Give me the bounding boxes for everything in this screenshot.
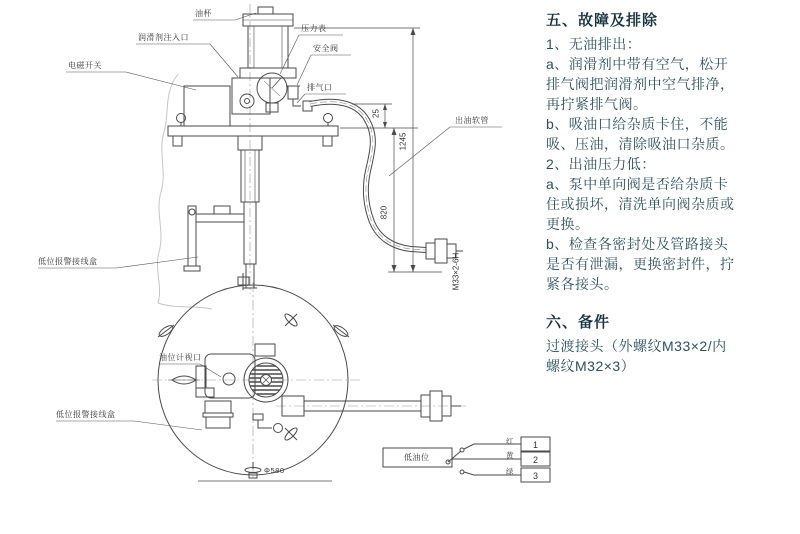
pressure-gauge-label: 压力表 [301,24,327,33]
pump-front-view [38,4,502,294]
level-switch-bracket [184,206,244,271]
tank-outline [157,74,212,309]
solenoid-switch-box [184,86,230,126]
sight-glass [168,376,200,384]
text-line: 更换。 [546,216,590,232]
text-line: 再拧紧排气阀。 [546,96,648,112]
text-line: 2、出油压力低： [546,156,656,172]
pump-head [232,78,278,114]
dim-820-label: 820 [379,205,389,220]
outlet-hose-label: 出油软管 [455,116,489,125]
pump-top-view [56,273,468,481]
wing-bolt-icon [283,312,299,328]
text-line: b、检查各密封处及管路接头 [546,236,729,252]
solenoid-switch-label: 电磁开关 [68,61,102,70]
oil-cup-label: 油杯 [195,9,212,18]
text-line: 紧各接头。 [546,276,619,292]
oil-level-window-label: 油位计视口 [159,353,202,362]
switch-symbol [446,448,464,474]
exhaust-port-label: 排气口 [307,83,333,92]
motor [240,14,296,78]
dim-25-label: 25 [371,109,381,118]
text-line: 吸、压油，清除吸油口杂质。 [546,136,735,152]
text-line: 是否有泄漏，更换密封件，拧 [546,256,735,272]
section5-title: 五、故障及排除 [546,12,659,29]
outlet-hose [310,102,426,250]
text-line: a、润滑剂中带有空气，松开 [546,56,729,72]
alarm-junction-box-label-front: 低位报警接线盒 [38,257,98,266]
terminal-1: 1 [532,440,538,450]
section6-lines [546,336,794,376]
top-clamp [238,273,249,290]
text-line: b、吸油口给杂质卡住，不能 [546,116,729,132]
oil-cup [258,7,273,14]
drain-elbow [253,414,283,433]
mounting-lug-right [332,324,349,339]
text-column [546,8,794,376]
text-line: a、泵中单向阀是否给杂质卡 [546,176,729,192]
terminal-3: 3 [532,471,538,481]
text-line: 排气阀把润滑剂中空气排净， [546,76,735,92]
dimension-lines [294,28,442,272]
wire-green-label: 绿 [506,467,514,476]
dim-1245-label: 1245 [398,132,408,151]
diameter-label: Φ580 [264,466,285,475]
low-oil-level-label: 低油位 [404,453,430,462]
text-line: 1、无油排出： [546,36,642,52]
wire-red-label: 红 [506,437,514,446]
safety-valve-label: 安全阀 [313,44,339,53]
section6-title: 六、备件 [546,314,611,331]
text-line: 过渡接头（外螺纹M33×2/内 [546,338,727,354]
terminal-2: 2 [532,455,538,465]
mounting-plate [168,114,338,147]
alarm-junction-box-label-top: 低位报警接线盒 [56,410,116,419]
wing-bolt-icon [283,426,299,442]
wire-yellow-label: 黄 [506,451,514,460]
text-line: 螺纹M32×3） [546,358,636,374]
thread-spec-label: M33×2-6H [451,252,461,291]
lubricant-inlet-label: 润滑剂注入口 [138,33,189,42]
safety-valve [286,86,300,99]
section5-lines [546,34,794,294]
exhaust-port [293,99,312,111]
text-line: 住或损坏，清洗单向阀杂质或 [546,196,735,212]
leader-lines [38,13,502,268]
